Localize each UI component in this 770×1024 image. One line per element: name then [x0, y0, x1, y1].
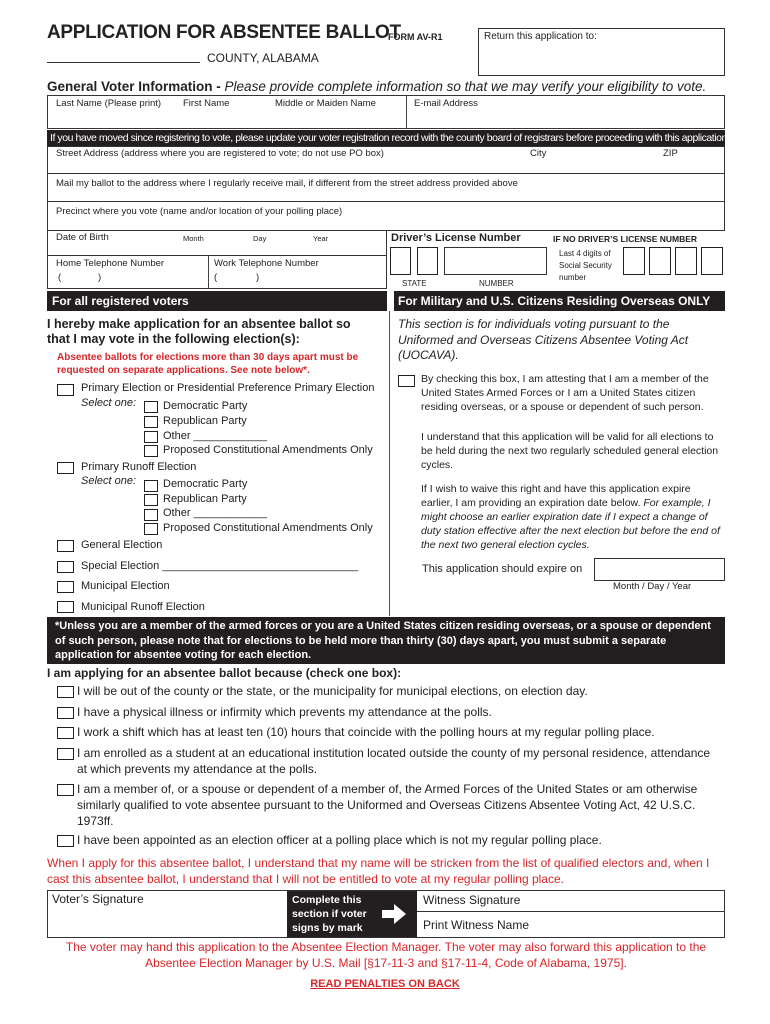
municipal-runoff-label: Municipal Runoff Election [81, 601, 205, 613]
general-heading-note: Please provide complete information so that we may verify your eligibility to vote. [224, 79, 707, 94]
expire-label: This application should expire on [422, 563, 583, 575]
first-name-label: First Name [183, 98, 230, 109]
runoff-checkbox[interactable] [57, 462, 74, 474]
ssn-digit-2[interactable] [649, 247, 671, 275]
stricken-notice: When I apply for this absentee ballot, I understand that my name will be stricken from the list of qualified electors and, when I cast this absentee ballot, I understand that I will not be entitled to vote at my regular polling place. [47, 856, 710, 886]
reason-election-officer-checkbox[interactable] [57, 835, 74, 847]
reason-student-checkbox[interactable] [57, 748, 74, 760]
city-label: City [530, 148, 547, 159]
reason-work-shift-checkbox[interactable] [57, 727, 74, 739]
form-id: FORM AV-R1 [388, 32, 443, 42]
home-phone-label: Home Telephone Number [56, 258, 165, 269]
mail-address-row[interactable] [47, 173, 725, 202]
county-line[interactable] [47, 62, 200, 63]
return-address-field[interactable] [478, 28, 725, 76]
runoff-other-label: Other ____________ [163, 507, 267, 519]
reason-work-shift: I work a shift which has at least ten (10) hours that coincide with the polling hours at my regular polling place. [77, 725, 655, 739]
general-election-label: General Election [81, 539, 163, 551]
return-label: Return this application to: [484, 31, 597, 42]
zip-label: ZIP [663, 148, 678, 159]
primary-amend-checkbox[interactable] [144, 445, 158, 457]
ssn-digit-1[interactable] [623, 247, 645, 275]
municipal-election-label: Municipal Election [81, 580, 170, 592]
left-bar-label: For all registered voters [52, 294, 189, 308]
runoff-dem-label: Democratic Party [163, 478, 248, 490]
witness-signature-field[interactable] [540, 892, 720, 910]
general-heading: General Voter Information - Please provide complete information so that we may verify your eligibility to vote. [47, 79, 707, 94]
reason-military: I am a member of, or a spouse or dependent of a member of, the Armed Forces of the United States or am otherwise similarly qualified to vote absentee pursuant to the Uniformed and Overseas Citizens Absentee Voting Act, 42 U.S.C. 1973ff. [77, 782, 698, 828]
print-witness-label: Print Witness Name [423, 918, 530, 932]
uocava-intro: This section is for individuals voting pursuant to the Uniformed and Overseas Citizens Absentee Voting Act (UOCAVA). [398, 317, 689, 362]
reason-student: I am enrolled as a student at an educational institution located outside the county of my personal residence, attendance at which prevents my attendance at the polls. [77, 746, 711, 776]
month-label: Month [183, 234, 204, 243]
general-election-checkbox[interactable] [57, 540, 74, 552]
right-section-bar [394, 291, 725, 311]
moved-notice: If you have moved since registering to vote, please update your voter registration record with the county board of registrars before proceeding with this application. [50, 132, 730, 144]
waive-example: For example, I might choose an earlier expiration date if I expect a change of duty station effective after the next election but before the end of the next two general election cycles. [421, 497, 720, 551]
municipal-election-checkbox[interactable] [57, 581, 74, 593]
witness-signature-label: Witness Signature [423, 893, 521, 907]
ssn-digit-4[interactable] [701, 247, 723, 275]
work-phone-paren-open: ( [214, 272, 218, 283]
runoff-amend-checkbox[interactable] [144, 523, 158, 535]
expire-date-field[interactable] [594, 558, 725, 581]
runoff-label: Primary Runoff Election [81, 461, 197, 473]
precinct-row[interactable] [47, 201, 725, 231]
street-label: Street Address (address where you are registered to vote; do not use PO box) [56, 148, 384, 159]
primary-amend-label: Proposed Constitutional Amendments Only [163, 444, 373, 456]
phone-row [47, 255, 387, 289]
ssn-digit-3[interactable] [675, 247, 697, 275]
email-label: E-mail Address [414, 98, 478, 109]
dob-label: Date of Birth [56, 232, 109, 243]
state-box-2[interactable] [417, 247, 438, 275]
state-label: STATE [402, 279, 427, 288]
select-one-label: Select one: [81, 397, 137, 409]
print-witness-field[interactable] [540, 914, 720, 936]
thirty-day-notice: *Unless you are a member of the armed forces or you are a United States citizen residing overseas, or a spouse or dependent of such person, please note that for elections to be held more than thirty (30) days apart, you must submit a separate application for absentee voting for each election. [55, 620, 711, 661]
dl-label: Driver’s License Number [391, 232, 521, 244]
reason-illness-checkbox[interactable] [57, 707, 74, 719]
dob-field[interactable] [47, 230, 387, 256]
street-row[interactable] [47, 146, 725, 174]
reason-election-officer: I have been appointed as an election officer at a polling place which is not my regular polling place. [77, 833, 602, 847]
primary-dem-label: Democratic Party [163, 400, 248, 412]
form-title: APPLICATION FOR ABSENTEE BALLOT [47, 22, 401, 43]
mark-section-label: Complete this section if voter signs by mark [292, 894, 367, 934]
moved-notice-bar [47, 130, 730, 147]
uocava-waive [421, 482, 725, 552]
left-warning: Absentee ballots for elections more than 30 days apart must be requested on separate applications. See note below*. [57, 352, 359, 376]
runoff-dem-checkbox[interactable] [144, 480, 158, 492]
day-label: Day [253, 234, 267, 243]
uocava-attest: By checking this box, I am attesting that I am a member of the United States Armed Forces or I am a United States citizen residing overseas, or a spouse or dependent of such person. [421, 373, 709, 413]
voter-signature-field[interactable] [48, 906, 286, 936]
primary-rep-checkbox[interactable] [144, 416, 158, 428]
arrow-right-icon [380, 902, 408, 926]
middle-name-label: Middle or Maiden Name [275, 98, 376, 109]
state-box-1[interactable] [390, 247, 411, 275]
left-intro: I hereby make application for an absentee ballot so that I may vote in the following election(s): [47, 317, 351, 346]
number-label: NUMBER [479, 279, 514, 288]
last-name-label: Last Name (Please print) [56, 98, 162, 109]
special-election-label: Special Election ________________________________ [81, 560, 359, 572]
primary-other-checkbox[interactable] [144, 431, 158, 443]
runoff-rep-label: Republican Party [163, 493, 247, 505]
thirty-day-notice-bar [47, 617, 725, 664]
runoff-other-checkbox[interactable] [144, 509, 158, 521]
special-election-checkbox[interactable] [57, 561, 74, 573]
waive-plain: If I wish to waive this right and have this application expire earlier, I am providing an expiration date below. [421, 483, 691, 509]
precinct-label: Precinct where you vote (name and/or location of your polling place) [56, 206, 343, 217]
work-phone-paren-close: ) [256, 272, 260, 283]
primary-rep-label: Republican Party [163, 415, 247, 427]
no-dl-label: IF NO DRIVER’S LICENSE NUMBER [553, 234, 698, 244]
name-row [47, 95, 725, 129]
reasons-heading: I am applying for an absentee ballot because (check one box): [47, 666, 402, 680]
primary-other-label: Other ____________ [163, 430, 267, 442]
runoff-rep-checkbox[interactable] [144, 494, 158, 506]
left-section-bar [47, 291, 387, 311]
home-phone-paren-open: ( [58, 272, 62, 283]
expire-mdy-label: Month / Day / Year [613, 581, 692, 592]
reason-military-checkbox[interactable] [57, 784, 74, 796]
home-phone-paren-close: ) [98, 272, 102, 283]
runoff-amend-label: Proposed Constitutional Amendments Only [163, 522, 373, 534]
county-label: COUNTY, ALABAMA [207, 51, 319, 65]
primary-dem-checkbox[interactable] [144, 401, 158, 413]
year-label: Year [313, 234, 329, 243]
reason-out-of-county: I will be out of the county or the state, or the municipality for municipal elections, on election day. [77, 684, 588, 698]
dl-number-field[interactable] [444, 247, 547, 275]
right-bar-label: For Military and U.S. Citizens Residing Overseas ONLY [398, 294, 711, 308]
read-penalties-link[interactable]: READ PENALTIES ON BACK [310, 978, 460, 990]
work-phone-label: Work Telephone Number [214, 258, 319, 269]
primary-election-label: Primary Election or Presidential Preference Primary Election [81, 382, 375, 394]
voter-signature-label: Voter’s Signature [52, 892, 144, 906]
mail-address-label: Mail my ballot to the address where I regularly receive mail, if different from the street address provided above [56, 178, 518, 189]
municipal-runoff-checkbox[interactable] [57, 601, 74, 613]
uocava-checkbox[interactable] [398, 375, 415, 387]
mark-section-bar [287, 891, 417, 937]
runoff-select-one-label: Select one: [81, 475, 137, 487]
reason-out-of-county-checkbox[interactable] [57, 686, 74, 698]
footer-hand-notice: The voter may hand this application to the Absentee Election Manager. The voter may also forward this application to the Absentee Election Manager by U.S. Mail [§17-11-3 and §17-11-4, Code of Alabama, 1975]. [65, 940, 707, 970]
uocava-valid: I understand that this application will be valid for all elections to be held during the next two regularly scheduled general election cycles. [421, 431, 719, 471]
ssn-label: Last 4 digits of Social Security number [559, 249, 612, 282]
primary-election-checkbox[interactable] [57, 384, 74, 396]
reason-illness: I have a physical illness or infirmity which prevents my attendance at the polls. [77, 705, 492, 719]
